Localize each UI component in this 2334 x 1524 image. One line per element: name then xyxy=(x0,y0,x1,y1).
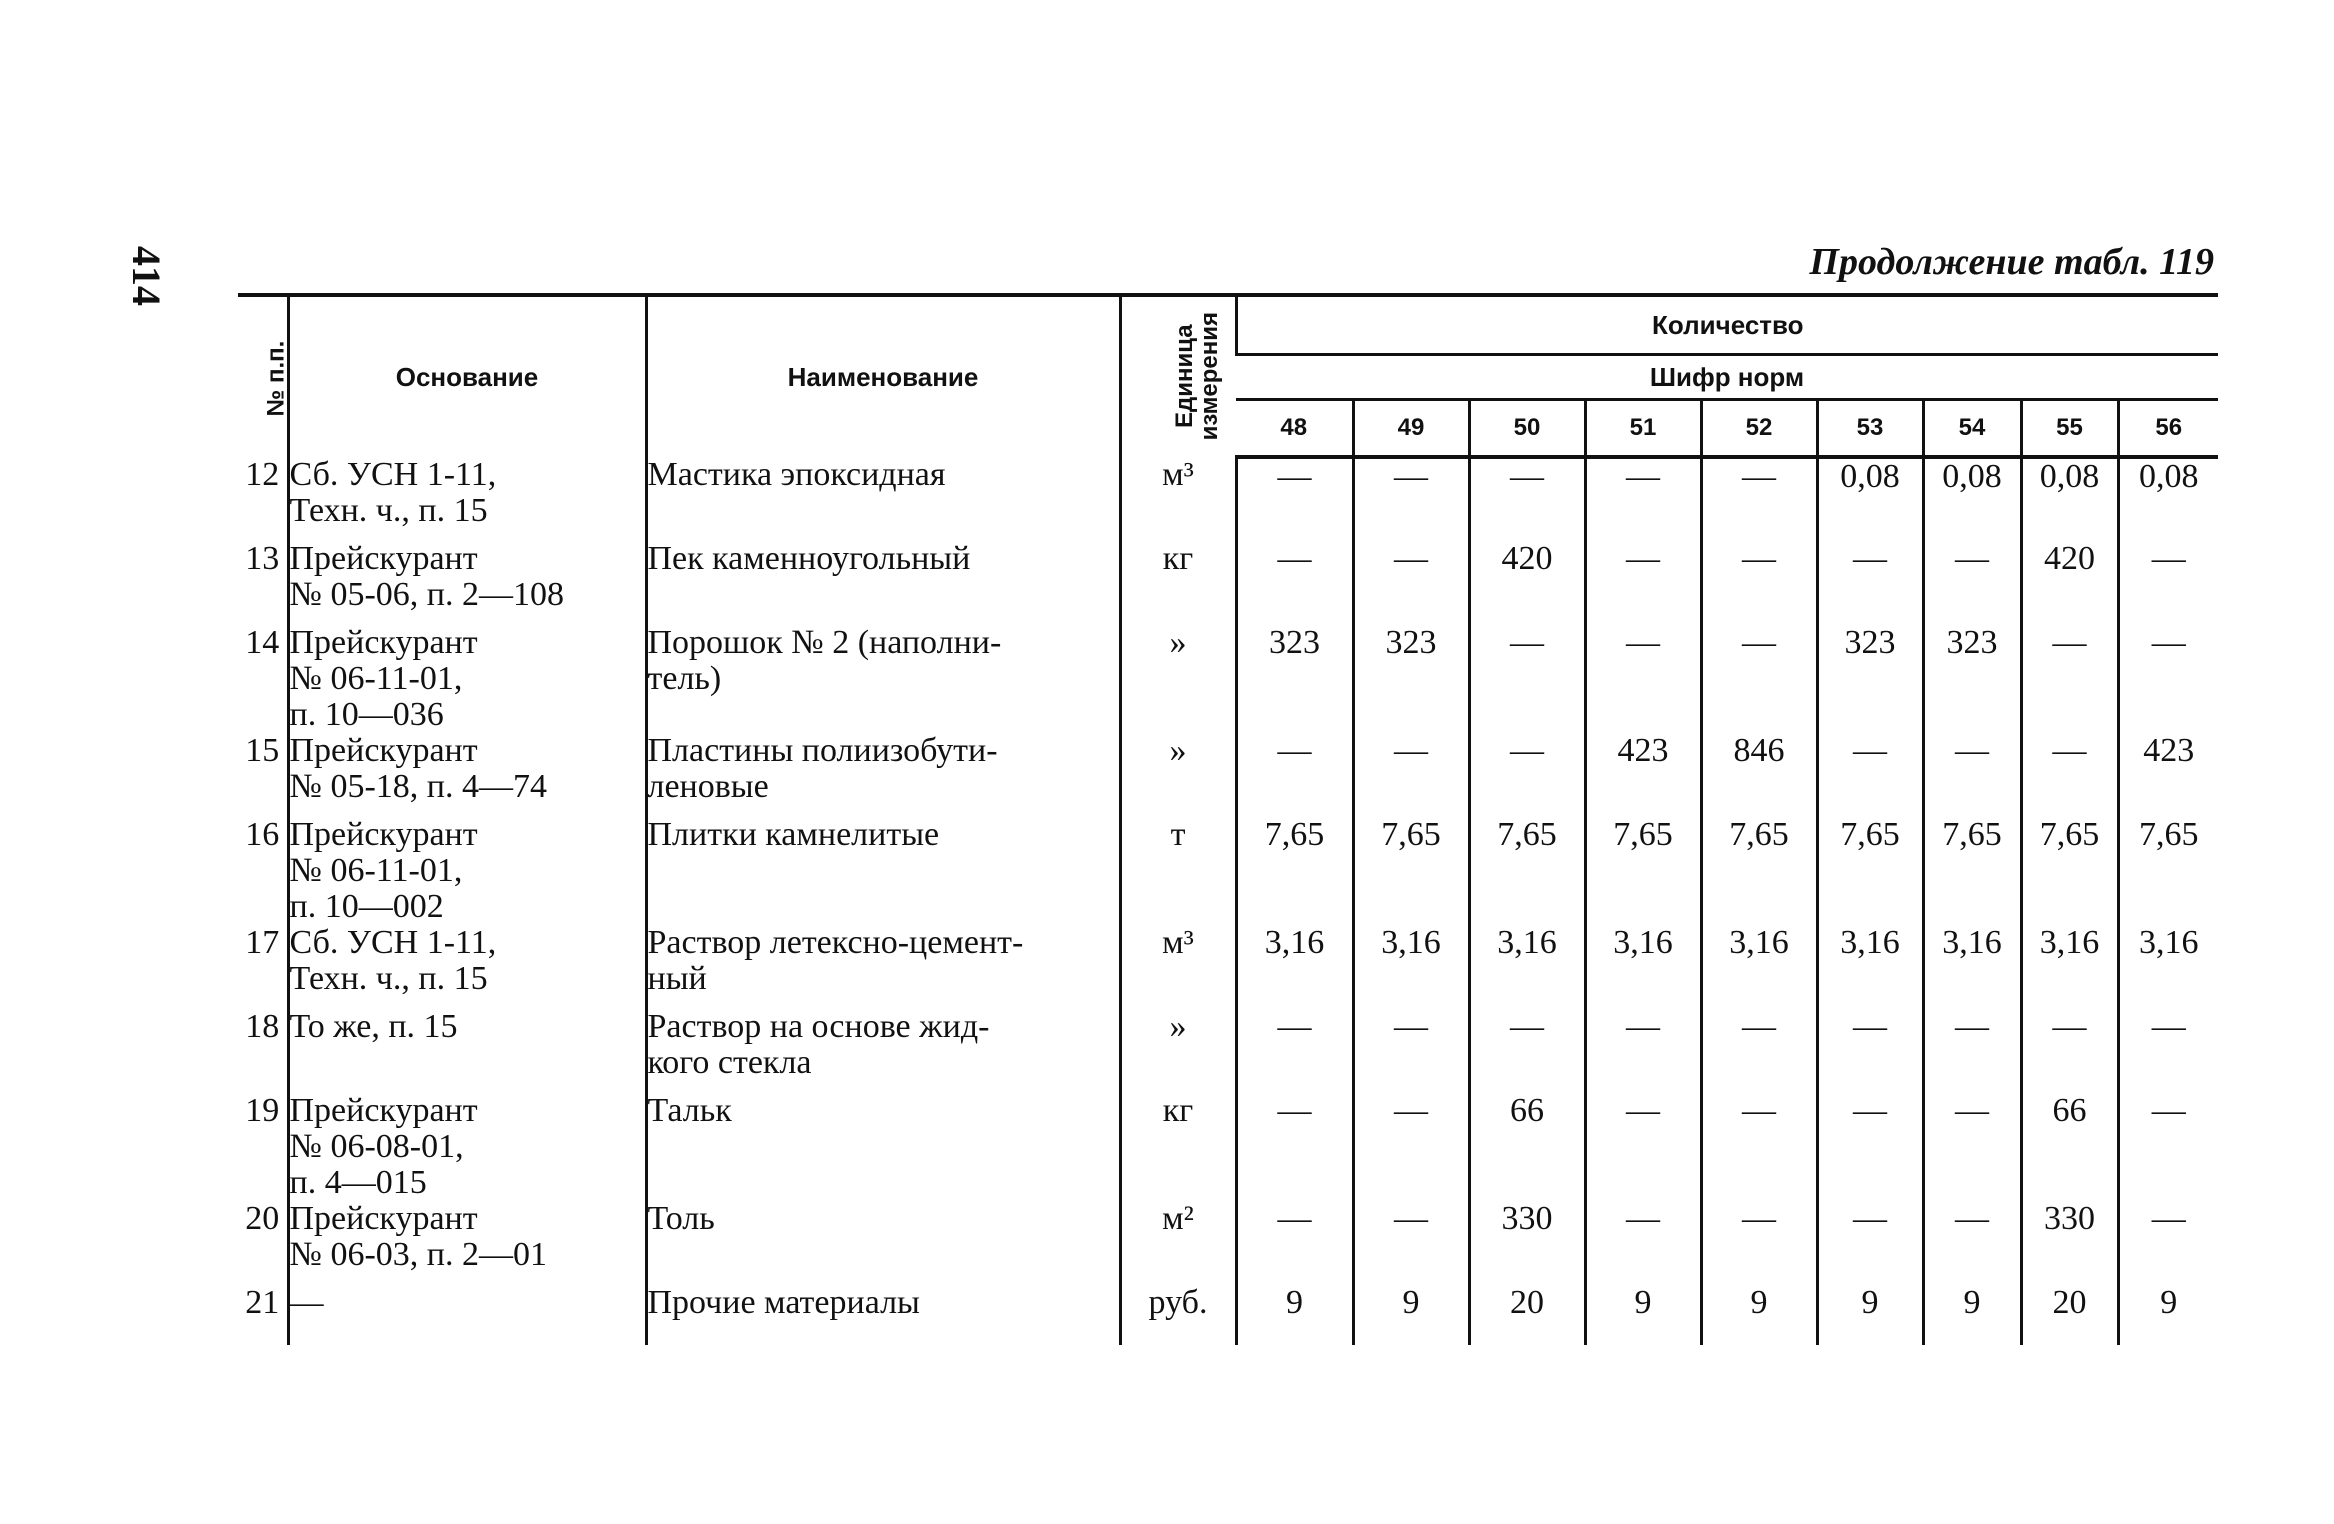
quantity-cell: — xyxy=(1923,733,2021,817)
quantity-cell: 3,16 xyxy=(2118,925,2218,1009)
quantity-cell: 0,08 xyxy=(2118,457,2218,541)
header-code-50: 50 xyxy=(1469,400,1585,458)
quantity-cell: — xyxy=(2118,1201,2218,1285)
quantity-cell: — xyxy=(2021,1009,2118,1093)
quantity-cell: 423 xyxy=(1585,733,1701,817)
quantity-cell: 9 xyxy=(1817,1285,1923,1345)
table-row xyxy=(238,817,2218,925)
row-name: Раствор на основе жид- кого стекла xyxy=(646,1009,1120,1093)
table-row xyxy=(238,925,2218,1009)
quantity-cell: 7,65 xyxy=(1701,817,1817,925)
row-name: Толь xyxy=(646,1201,1120,1285)
quantity-cell: — xyxy=(1701,1009,1817,1093)
quantity-cell: — xyxy=(1585,1093,1701,1201)
quantity-cell: — xyxy=(1353,1093,1469,1201)
table-row xyxy=(238,1201,2218,1285)
row-unit: » xyxy=(1120,625,1236,733)
quantity-cell: 0,08 xyxy=(1923,457,2021,541)
quantity-cell: 3,16 xyxy=(1701,925,1817,1009)
quantity-cell: — xyxy=(1923,541,2021,625)
header-code-53: 53 xyxy=(1817,400,1923,458)
quantity-cell: 3,16 xyxy=(1585,925,1701,1009)
quantity-cell: — xyxy=(1353,1009,1469,1093)
table-row xyxy=(238,625,2218,733)
quantity-cell: 9 xyxy=(1585,1285,1701,1345)
quantity-cell: — xyxy=(1469,1009,1585,1093)
header-norm-code: Шифр норм xyxy=(1236,355,2218,400)
row-name: Пек каменноугольный xyxy=(646,541,1120,625)
quantity-cell: — xyxy=(1817,733,1923,817)
materials-table xyxy=(238,293,2218,1345)
row-basis: — xyxy=(288,1285,646,1345)
page-number: 414 xyxy=(124,246,169,306)
quantity-cell: 323 xyxy=(1923,625,2021,733)
row-name: Тальк xyxy=(646,1093,1120,1201)
quantity-cell: 9 xyxy=(1923,1285,2021,1345)
row-name: Порошок № 2 (наполни- тель) xyxy=(646,625,1120,733)
quantity-cell: — xyxy=(1236,1093,1353,1201)
row-basis: Прейскурант № 06-03, п. 2—01 xyxy=(288,1201,646,1285)
row-unit: м² xyxy=(1120,1201,1236,1285)
row-name: Пластины полиизобути- леновые xyxy=(646,733,1120,817)
quantity-cell: 330 xyxy=(2021,1201,2118,1285)
row-unit: кг xyxy=(1120,541,1236,625)
row-unit: » xyxy=(1120,1009,1236,1093)
quantity-cell: — xyxy=(1817,541,1923,625)
quantity-cell: — xyxy=(1353,733,1469,817)
quantity-cell: — xyxy=(1701,1201,1817,1285)
row-unit: кг xyxy=(1120,1093,1236,1201)
row-basis: Прейскурант № 06-11-01, п. 10—036 xyxy=(288,625,646,733)
row-name: Мастика эпоксидная xyxy=(646,457,1120,541)
quantity-cell: 0,08 xyxy=(1817,457,1923,541)
quantity-cell: 20 xyxy=(2021,1285,2118,1345)
quantity-cell: — xyxy=(1469,625,1585,733)
quantity-cell: — xyxy=(1817,1201,1923,1285)
quantity-cell: — xyxy=(1353,1201,1469,1285)
header-name: Наименование xyxy=(646,295,1120,457)
quantity-cell: 7,65 xyxy=(1585,817,1701,925)
row-number: 17 xyxy=(245,924,280,961)
quantity-cell: — xyxy=(2118,1093,2218,1201)
quantity-cell: 7,65 xyxy=(1817,817,1923,925)
quantity-cell: 9 xyxy=(1701,1285,1817,1345)
row-unit: т xyxy=(1120,817,1236,925)
header-basis: Основание xyxy=(288,295,646,457)
row-number: 19 xyxy=(245,1092,280,1129)
row-basis: Прейскурант № 06-08-01, п. 4—015 xyxy=(288,1093,646,1201)
quantity-cell: — xyxy=(1585,541,1701,625)
row-unit: м³ xyxy=(1120,925,1236,1009)
quantity-cell: 7,65 xyxy=(1353,817,1469,925)
quantity-cell: 7,65 xyxy=(2118,817,2218,925)
quantity-cell: — xyxy=(2118,625,2218,733)
quantity-cell: 20 xyxy=(1469,1285,1585,1345)
quantity-cell: 3,16 xyxy=(1469,925,1585,1009)
quantity-cell: — xyxy=(1236,1009,1353,1093)
table-caption: Продолжение табл. 119 xyxy=(1809,241,2214,283)
quantity-cell: — xyxy=(1585,625,1701,733)
row-name: Прочие материалы xyxy=(646,1285,1120,1345)
row-number: 21 xyxy=(245,1284,280,1321)
quantity-cell: 323 xyxy=(1817,625,1923,733)
quantity-cell: 846 xyxy=(1701,733,1817,817)
quantity-cell: 420 xyxy=(2021,541,2118,625)
header-code-56: 56 xyxy=(2118,400,2218,458)
quantity-cell: — xyxy=(1236,541,1353,625)
quantity-cell: 420 xyxy=(1469,541,1585,625)
row-number: 13 xyxy=(245,540,280,577)
header-code-51: 51 xyxy=(1585,400,1701,458)
row-number: 16 xyxy=(245,816,280,853)
quantity-cell: — xyxy=(1923,1093,2021,1201)
quantity-cell: 3,16 xyxy=(1817,925,1923,1009)
quantity-cell: — xyxy=(2021,625,2118,733)
row-basis: Прейскурант № 06-11-01, п. 10—002 xyxy=(288,817,646,925)
table-row xyxy=(238,1093,2218,1201)
row-number: 12 xyxy=(245,456,280,493)
quantity-cell: 3,16 xyxy=(1353,925,1469,1009)
quantity-cell: 330 xyxy=(1469,1201,1585,1285)
row-basis: Прейскурант № 05-18, п. 4—74 xyxy=(288,733,646,817)
row-basis: Сб. УСН 1-11, Техн. ч., п. 15 xyxy=(288,457,646,541)
quantity-cell: 9 xyxy=(2118,1285,2218,1345)
quantity-cell: 9 xyxy=(1236,1285,1353,1345)
row-name: Раствор летексно-цемент- ный xyxy=(646,925,1120,1009)
quantity-cell: — xyxy=(1923,1009,2021,1093)
quantity-cell: — xyxy=(1701,1093,1817,1201)
header-code-55: 55 xyxy=(2021,400,2118,458)
quantity-cell: — xyxy=(1701,625,1817,733)
header-quantity: Количество xyxy=(1236,295,2218,355)
quantity-cell: — xyxy=(1701,457,1817,541)
row-number: 18 xyxy=(245,1008,280,1045)
table-row xyxy=(238,1285,2218,1345)
header-code-52: 52 xyxy=(1701,400,1817,458)
quantity-cell: 3,16 xyxy=(1923,925,2021,1009)
quantity-cell: — xyxy=(1817,1009,1923,1093)
quantity-cell: — xyxy=(1353,457,1469,541)
quantity-cell: — xyxy=(1817,1093,1923,1201)
row-number: 15 xyxy=(245,732,280,769)
quantity-cell: — xyxy=(2021,733,2118,817)
quantity-cell: — xyxy=(1585,1009,1701,1093)
row-unit: м³ xyxy=(1120,457,1236,541)
row-number: 20 xyxy=(245,1200,280,1237)
quantity-cell: — xyxy=(2118,1009,2218,1093)
table-row xyxy=(238,733,2218,817)
quantity-cell: — xyxy=(1469,733,1585,817)
quantity-cell: 9 xyxy=(1353,1285,1469,1345)
quantity-cell: 66 xyxy=(2021,1093,2118,1201)
header-code-48: 48 xyxy=(1236,400,1353,458)
quantity-cell: 3,16 xyxy=(2021,925,2118,1009)
quantity-cell: 7,65 xyxy=(1236,817,1353,925)
quantity-cell: 7,65 xyxy=(1923,817,2021,925)
quantity-cell: — xyxy=(1236,733,1353,817)
quantity-cell: 0,08 xyxy=(2021,457,2118,541)
quantity-cell: 7,65 xyxy=(1469,817,1585,925)
row-unit: руб. xyxy=(1120,1285,1236,1345)
header-code-54: 54 xyxy=(1923,400,2021,458)
quantity-cell: — xyxy=(1923,1201,2021,1285)
row-basis: То же, п. 15 xyxy=(288,1009,646,1093)
header-unit: Единица измерения xyxy=(1120,295,1236,457)
quantity-cell: 323 xyxy=(1353,625,1469,733)
row-name: Плитки камнелитые xyxy=(646,817,1120,925)
header-code-49: 49 xyxy=(1353,400,1469,458)
quantity-cell: 7,65 xyxy=(2021,817,2118,925)
quantity-cell: — xyxy=(1701,541,1817,625)
quantity-cell: — xyxy=(1585,1201,1701,1285)
table-row xyxy=(238,541,2218,625)
quantity-cell: — xyxy=(1236,457,1353,541)
table-row xyxy=(238,457,2218,541)
quantity-cell: — xyxy=(2118,541,2218,625)
row-basis: Прейскурант № 05-06, п. 2—108 xyxy=(288,541,646,625)
row-number: 14 xyxy=(245,624,280,661)
quantity-cell: 423 xyxy=(2118,733,2218,817)
quantity-cell: — xyxy=(1353,541,1469,625)
quantity-cell: 66 xyxy=(1469,1093,1585,1201)
quantity-cell: — xyxy=(1236,1201,1353,1285)
table-row xyxy=(238,1009,2218,1093)
row-unit: » xyxy=(1120,733,1236,817)
quantity-cell: 323 xyxy=(1236,625,1353,733)
quantity-cell: — xyxy=(1469,457,1585,541)
row-basis: Сб. УСН 1-11, Техн. ч., п. 15 xyxy=(288,925,646,1009)
quantity-cell: — xyxy=(1585,457,1701,541)
header-num: № п.п. xyxy=(238,295,288,457)
quantity-cell: 3,16 xyxy=(1236,925,1353,1009)
